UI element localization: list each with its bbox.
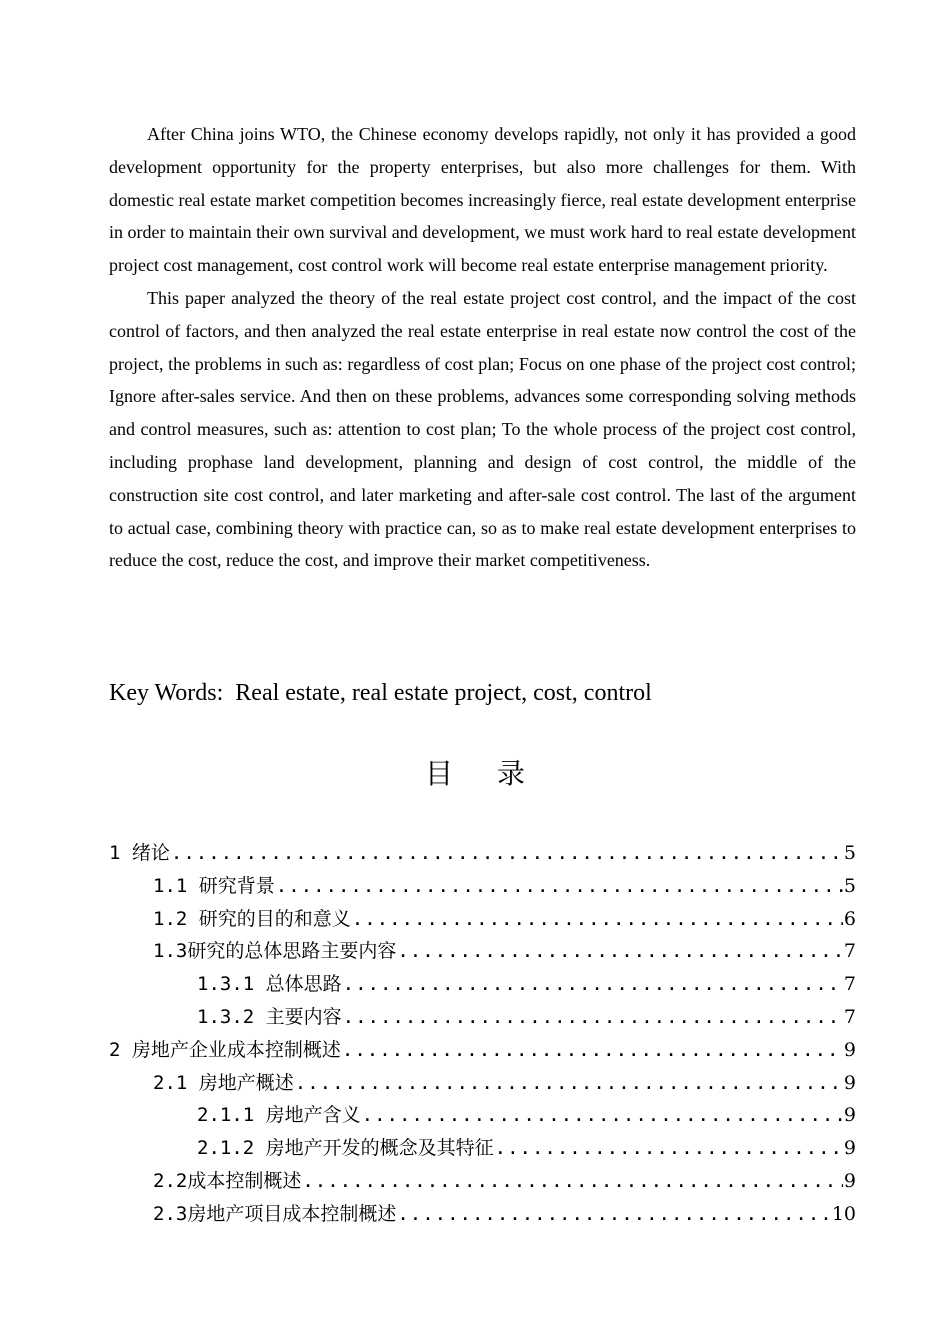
toc-title-first-char: 目 xyxy=(424,757,453,790)
toc-entry-heading xyxy=(153,935,396,968)
toc-entry-number: 1 xyxy=(109,842,132,864)
toc-entry[interactable] xyxy=(109,1198,856,1231)
toc-entry-title: 总体思路 xyxy=(265,973,342,996)
toc-entry-title: 房地产开发的概念及其特征 xyxy=(265,1137,494,1160)
toc-page-number: 7 xyxy=(843,940,856,963)
toc-page-number: 9 xyxy=(843,1038,856,1061)
toc-entry-heading xyxy=(197,1099,361,1132)
toc-entry-heading xyxy=(197,968,342,1001)
toc-dot-leader xyxy=(302,1165,843,1198)
toc-entry-title: 房地产概述 xyxy=(198,1071,294,1094)
toc-page-number: 9 xyxy=(843,1169,856,1192)
toc-dot-leader xyxy=(362,1099,843,1132)
toc-page-number: 5 xyxy=(843,874,856,897)
table-of-contents xyxy=(109,837,856,1231)
toc-dot-leader xyxy=(397,1198,830,1231)
toc-entry[interactable] xyxy=(109,935,856,968)
toc-entry[interactable] xyxy=(109,968,856,1001)
toc-entry[interactable] xyxy=(109,837,856,870)
toc-entry-title: 成本控制概述 xyxy=(187,1169,302,1192)
abstract-section xyxy=(109,118,856,577)
toc-entry-heading xyxy=(109,1034,341,1067)
toc-entry[interactable] xyxy=(109,870,856,903)
toc-page-number: 9 xyxy=(843,1104,856,1127)
toc-entry-number: 2.2 xyxy=(153,1169,188,1192)
toc-page-number: 5 xyxy=(843,842,856,864)
toc-entry-number: 2.1.1 xyxy=(197,1104,266,1127)
toc-entry[interactable] xyxy=(109,903,856,936)
toc-entry[interactable] xyxy=(109,1099,856,1132)
toc-entry-title: 房地产企业成本控制概述 xyxy=(131,1038,341,1061)
toc-entry-number: 1.2 xyxy=(153,907,199,930)
keywords-text: Real estate, real estate project, cost, control xyxy=(235,680,652,706)
toc-entry-heading xyxy=(153,1067,294,1100)
toc-entry-number: 1.3.1 xyxy=(197,973,266,996)
toc-entry-title: 研究的目的和意义 xyxy=(198,907,351,930)
toc-entry-title: 研究背景 xyxy=(198,874,275,897)
toc-entry-heading xyxy=(153,903,351,936)
toc-entry-title: 绪论 xyxy=(131,842,170,864)
toc-dot-leader xyxy=(397,935,843,968)
toc-dot-leader xyxy=(342,1034,843,1067)
toc-entry-heading xyxy=(197,1001,342,1034)
toc-entry-heading xyxy=(153,1165,301,1198)
toc-dot-leader xyxy=(343,968,843,1001)
toc-dot-leader xyxy=(276,870,843,903)
toc-entry-number: 2 xyxy=(109,1038,132,1061)
toc-page-number: 7 xyxy=(843,973,856,996)
toc-page-number: 7 xyxy=(843,1005,856,1028)
keywords-label: Key Words: xyxy=(109,680,224,706)
abstract-paragraph-1: After China joins WTO, the Chinese economy develops rapidly, not only it has provided a good development opportunity for the property enterprises, but also more challenges for them. With domestic real estate market competition becomes increasingly fierce, real estate development enterprise in order to maintain their own survival and development, we must work hard to real estate development project cost management, cost control work will become real estate enterprise management priority. xyxy=(109,124,856,276)
toc-entry-heading xyxy=(109,837,170,870)
toc-entry-number: 1.3.2 xyxy=(197,1005,266,1028)
toc-page-number: 9 xyxy=(843,1137,856,1160)
toc-entry-title: 房地产项目成本控制概述 xyxy=(187,1202,397,1225)
toc-dot-leader xyxy=(171,837,843,870)
keywords-line xyxy=(109,676,856,710)
toc-title-second-char: 录 xyxy=(497,757,526,790)
toc-entry-number: 1.3 xyxy=(153,940,188,963)
toc-entry-number: 2.1.2 xyxy=(197,1137,266,1160)
toc-entry-title: 研究的总体思路主要内容 xyxy=(187,940,397,963)
toc-entry[interactable] xyxy=(109,1165,856,1198)
toc-entry-number: 1.1 xyxy=(153,874,199,897)
abstract-paragraph-2: This paper analyzed the theory of the real estate project cost control, and the impact of the cost control of factors, and then analyzed the real estate enterprise in real estate now control the cost of the project, the problems in such as: regardless of cost plan; Focus on one phase of the project cost control; Ignore after-sales service. And then on these problems, advances some corresponding solving methods and control measures, such as: attention to cost plan; To the whole process of the project cost control, including prophase land development, planning and design of cost control, the middle of the construction site cost control, and later marketing and after-sale cost control. The last of the argument to actual case, combining theory with practice can, so as to make real estate development enterprises to reduce the cost, reduce the cost, and improve their market competitiveness. xyxy=(109,287,856,571)
toc-entry[interactable] xyxy=(109,1034,856,1067)
toc-entry[interactable] xyxy=(109,1001,856,1034)
toc-entry[interactable] xyxy=(109,1132,856,1165)
toc-entry[interactable] xyxy=(109,1067,856,1100)
toc-dot-leader xyxy=(495,1132,843,1165)
toc-page-number: 9 xyxy=(843,1071,856,1094)
toc-page-number: 6 xyxy=(843,907,856,930)
toc-entry-number: 2.3 xyxy=(153,1202,188,1225)
toc-title xyxy=(0,752,950,796)
toc-entry-title: 主要内容 xyxy=(265,1005,342,1028)
toc-dot-leader xyxy=(295,1067,843,1100)
toc-dot-leader xyxy=(352,903,843,936)
toc-page-number: 10 xyxy=(831,1202,856,1225)
toc-entry-heading xyxy=(153,1198,396,1231)
toc-entry-heading xyxy=(197,1132,494,1165)
toc-entry-number: 2.1 xyxy=(153,1071,199,1094)
toc-dot-leader xyxy=(343,1001,843,1034)
toc-entry-title: 房地产含义 xyxy=(265,1104,361,1127)
toc-entry-heading xyxy=(153,870,275,903)
